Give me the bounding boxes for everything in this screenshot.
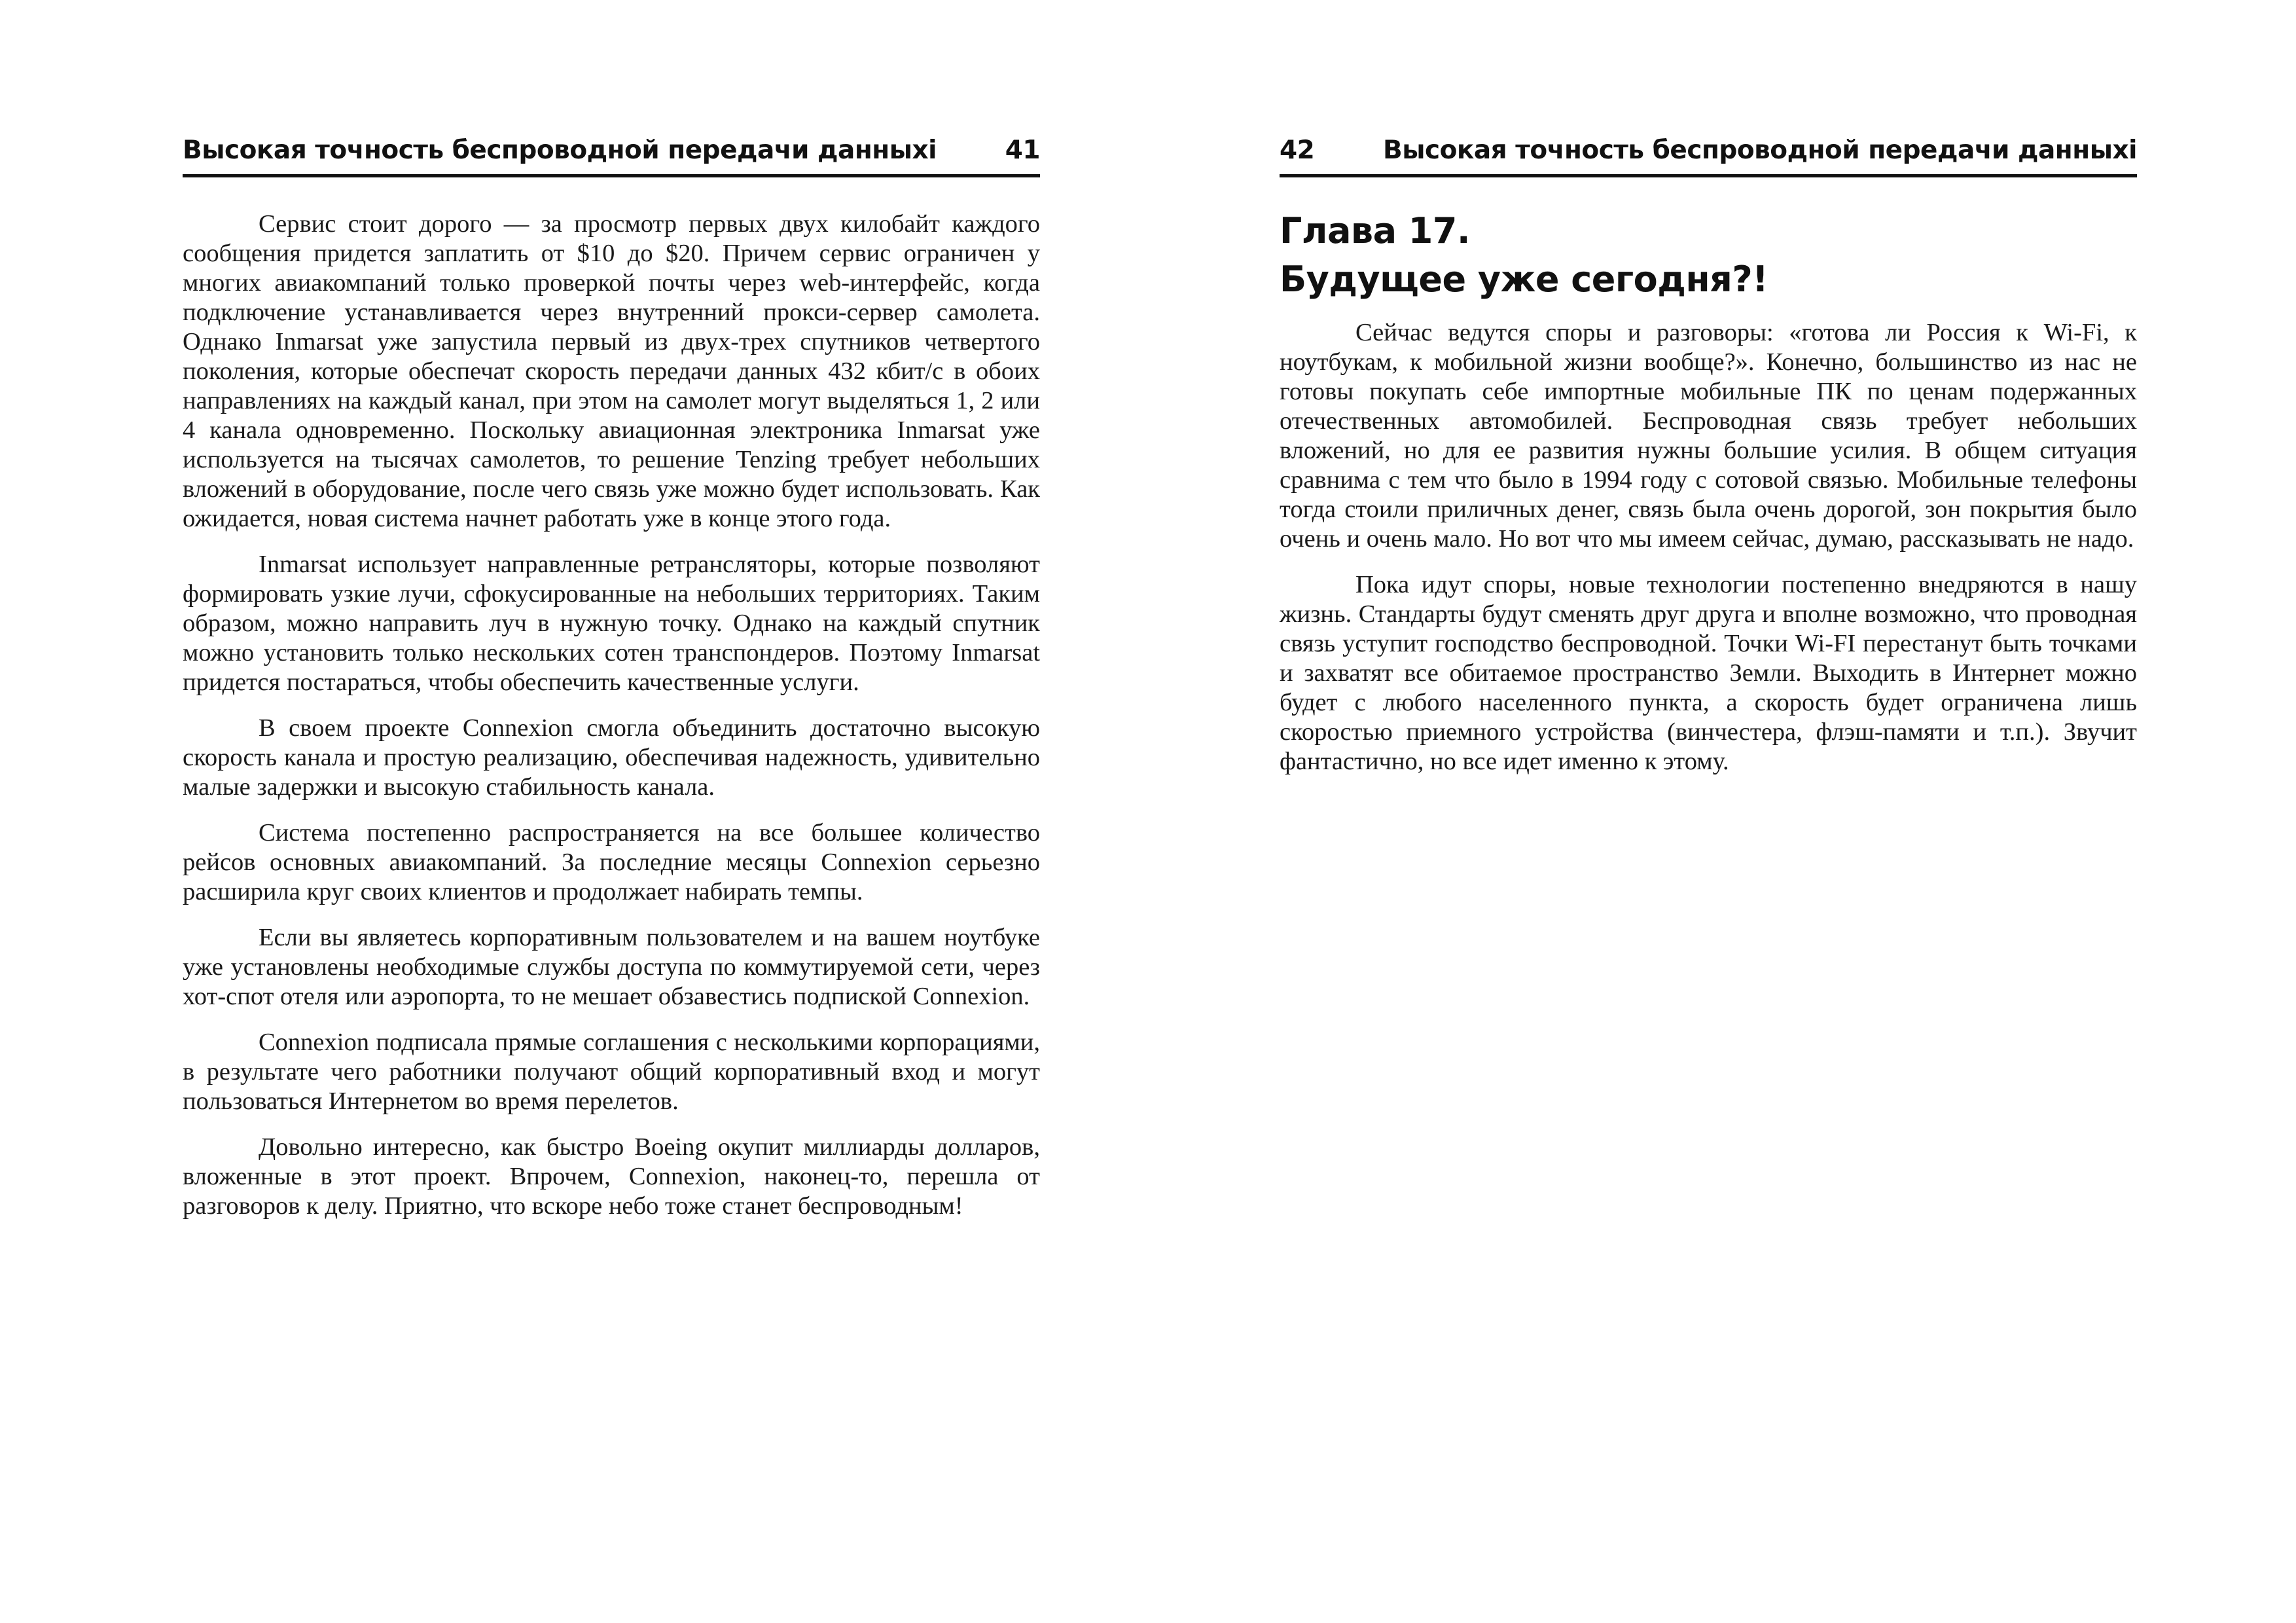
right-running-head	[1280, 128, 2137, 177]
paragraph: В своем проекте Connexion смогла объединить достаточно высокую скорость канала и простую реализацию, обеспечивая надежность, удивительно малые задержки и высокую стабильность канала.	[183, 714, 1040, 801]
left-running-title: Высокая точность беспроводной передачи данныхі	[183, 136, 937, 165]
left-page-number: 41	[1005, 136, 1040, 165]
right-running-title: Высокая точность беспроводной передачи данныхі	[1382, 136, 2137, 165]
left-body-text	[183, 210, 1040, 1237]
left-running-head	[183, 128, 1040, 177]
right-body-text	[1280, 318, 2137, 793]
paragraph: Если вы являетесь корпоративным пользователем и на вашем ноутбуке уже установлены необходимые службы доступа по коммутируемой сети, через хот-спот отеля или аэропорта, то не мешает обзавестись подпиской Connexion.	[183, 924, 1040, 1010]
paragraph: Система постепенно распространяется на все большее количество рейсов основных авиакомпаний. За последние месяцы Connexion серьезно расширила круг своих клиентов и продолжает набирать темпы.	[183, 819, 1040, 905]
right-page-number: 42	[1280, 136, 1315, 165]
paragraph: Inmarsat использует направленные ретрансляторы, которые позволяют формировать узкие лучи, сфокусированные на небольших территориях. Таким образом, можно направить луч в нужную точку. Однако на каждый спутник можно установить только нескольких сотен транспондеров. Поэтому Inmarsat придется постараться, чтобы обеспечить качественные услуги.	[183, 551, 1040, 696]
paragraph: Довольно интересно, как быстро Boeing окупит миллиарды долларов, вложенные в этот проект. Впрочем, Connexion, наконец-то, перешла от разговоров к делу. Приятно, что вскоре небо тоже станет беспроводным!	[183, 1133, 1040, 1220]
chapter-label: Глава 17.	[1280, 210, 1470, 251]
paragraph: Пока идут споры, новые технологии постепенно внедряются в нашу жизнь. Стандарты будут сменять друг друга и вполне возможно, что проводная связь уступит господство беспроводной. Точки Wi-FI перестанут быть точками и захватят все обитаемое пространство Земли. Выходить в Интернет можно будет с любого населенного пункта, а скорость будет ограничена лишь скоростью приемного устройства (винчестера, флэш-памяти и т.п.). Звучит фантастично, но все идет именно к этому.	[1280, 571, 2137, 775]
chapter-heading	[1280, 207, 2137, 304]
paragraph: Connexion подписала прямые соглашения с несколькими корпорациями, в результате чего работники получают общий корпоративный вход и могут пользоваться Интернетом во время перелетов.	[183, 1029, 1040, 1115]
chapter-title: Будущее уже сегодня?!	[1280, 259, 1768, 300]
paragraph: Сейчас ведутся споры и разговоры: «готова ли Россия к Wi-Fi, к ноутбукам, к мобильной жизни вообще?». Конечно, большинство из нас не готовы покупать себе импортные мобильные ПК по ценам подержанных отечественных автомобилей. Беспроводная связь требует небольших вложений, но для ее развития нужны большие усилия. В общем ситуация сравнима с тем что было в 1994 году с сотовой связью. Мобильные телефоны тогда стоили приличных денег, связь была очень дорогой, зон покрытия было очень и очень мало. Но вот что мы имеем сейчас, думаю, рассказывать не надо.	[1280, 319, 2137, 553]
paragraph: Сервис стоит дорого — за просмотр первых двух килобайт каждого сообщения придется заплатить от $10 до $20. Причем сервис ограничен у многих авиакомпаний только проверкой почты через web-интерфейс, когда подключение устанавливается через внутренний прокси-сервер самолета. Однако Inmarsat уже запустила первый из двух-трех спутников четвертого поколения, которые обеспечат скорость передачи данных 432 кбит/с в обоих направлениях на каждый канал, при этом на самолет могут выделяться 1, 2 или 4 канала одновременно. Поскольку авиационная электроника Inmarsat уже используется на тысячах самолетов, то решение Tenzing требует небольших вложений в оборудование, после чего связь уже можно будет использовать. Как ожидается, новая система начнет работать уже в конце этого года.	[183, 210, 1040, 532]
